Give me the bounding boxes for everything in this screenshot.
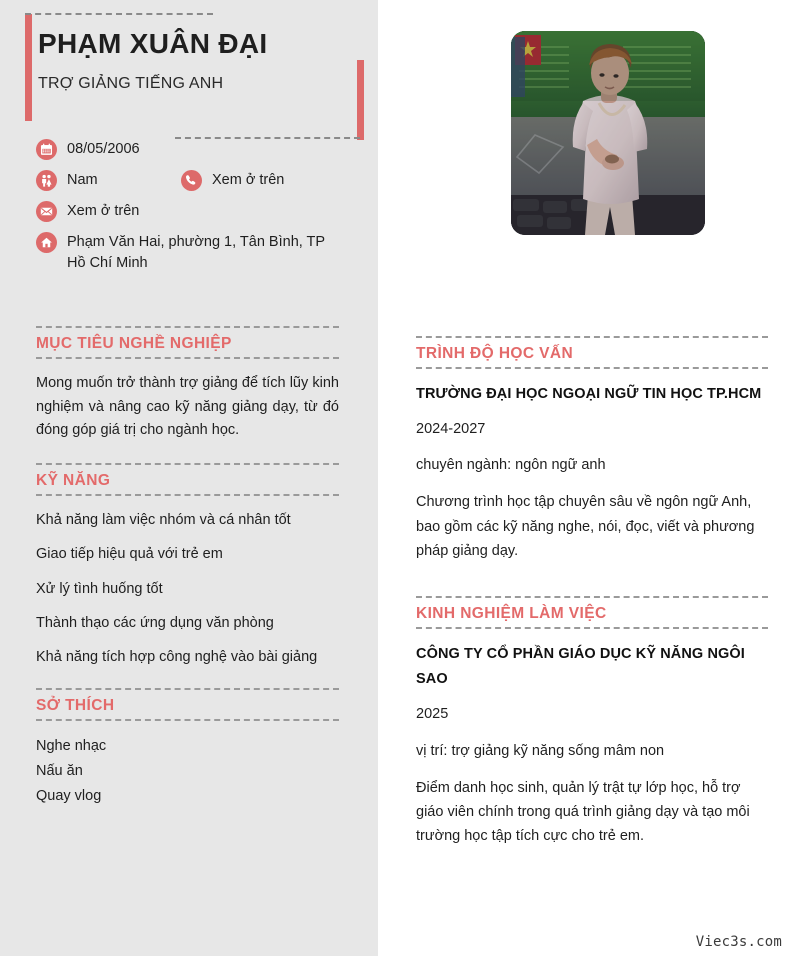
page-title: PHẠM XUÂN ĐẠI [38, 28, 268, 59]
list-item: Nấu ăn [36, 762, 83, 779]
list-item: Xử lý tình huống tốt [36, 580, 163, 597]
section-header-skills [36, 463, 339, 496]
home-icon [36, 232, 57, 253]
right-column-sections [416, 336, 768, 849]
contact-row-birthday [36, 138, 366, 160]
contact-row-address [36, 231, 366, 274]
phone-icon [181, 170, 202, 191]
list-item: Khả năng tích hợp công nghệ vào bài giảng [36, 649, 318, 666]
contact-list [36, 138, 366, 283]
list-item: Nghe nhạc [36, 738, 107, 755]
section-title-education: TRÌNH ĐỘ HỌC VẤN [416, 345, 574, 362]
section-title-objective: MỤC TIÊU NGHỀ NGHIỆP [36, 335, 232, 352]
section-spacer [416, 563, 768, 596]
section-skills [36, 463, 339, 670]
contact-cell-phone [181, 169, 284, 191]
section-header-hobbies [36, 688, 339, 721]
job-title: TRỢ GIẢNG TIẾNG ANH [38, 75, 224, 92]
list-item: Khả năng làm việc nhóm và cá nhân tốt [36, 511, 291, 528]
section-title-skills: KỸ NĂNG [36, 471, 111, 489]
experience-position: vị trí: trợ giảng kỹ năng sống mâm non [416, 742, 665, 759]
education-school: TRƯỜNG ĐẠI HỌC NGOẠI NGỮ TIN HỌC TP.HCM [416, 386, 762, 403]
address-value: Phạm Văn Hai, phường 1, Tân Bình, TP Hồ Chí Minh [67, 234, 325, 272]
objective-text: Mong muốn trở thành trợ giảng để tích lũy kinh nghiệm và nâng cao kỹ năng giảng dạy, từ đó đóng góp giá trị cho ngành học. [36, 375, 339, 439]
education-description: Chương trình học tập chuyên sâu về ngôn ngữ Anh, bao gồm các kỹ năng nghe, nói, đọc, viết và phương pháp giảng dạy. [416, 494, 755, 560]
section-experience [416, 596, 768, 848]
left-column-sections [36, 326, 339, 809]
envelope-icon [36, 201, 57, 222]
list-item: Quay vlog [36, 787, 102, 804]
accent-bar-right [357, 60, 364, 140]
section-education [416, 336, 768, 563]
calendar-icon [36, 139, 57, 160]
divider-top-name [25, 13, 213, 15]
accent-bar-left [25, 14, 32, 121]
section-title-hobbies: SỞ THÍCH [36, 696, 115, 714]
email-value: Xem ở trên [67, 203, 140, 220]
list-item: Thành thạo các ứng dụng văn phòng [36, 615, 274, 631]
section-title-experience: KINH NGHIỆM LÀM VIỆC [416, 605, 607, 623]
phone-value: Xem ở trên [212, 172, 285, 189]
experience-period: 2025 [416, 706, 449, 723]
contact-row-gender-phone [36, 169, 366, 191]
list-item: Giao tiếp hiệu quả với trẻ em [36, 546, 223, 563]
section-header-objective [36, 326, 339, 359]
section-header-education [416, 336, 768, 369]
section-header-experience [416, 596, 768, 629]
birthday-value: 08/05/2006 [67, 141, 140, 157]
gender-value: Nam [67, 172, 98, 189]
contact-row-email [36, 200, 366, 222]
education-period: 2024-2027 [416, 420, 486, 437]
watermark: Viec3s.com [695, 934, 782, 950]
experience-company: CÔNG TY CỔ PHẦN GIÁO DỤC KỸ NĂNG NGÔI SAO [416, 646, 745, 688]
section-hobbies [36, 688, 339, 809]
experience-entry [416, 642, 768, 848]
avatar [511, 31, 705, 235]
contact-cell-gender [36, 169, 181, 191]
education-major: chuyên ngành: ngôn ngữ anh [416, 457, 606, 474]
section-objective [36, 326, 339, 443]
name-block [38, 26, 358, 93]
gender-icon [36, 170, 57, 191]
experience-description: Điểm danh học sinh, quản lý trật tự lớp học, hỗ trợ giáo viên chính trong quá trình giảng dạy và tạo môi trường học tập tích cực cho trẻ em. [416, 779, 750, 845]
education-entry [416, 382, 768, 563]
